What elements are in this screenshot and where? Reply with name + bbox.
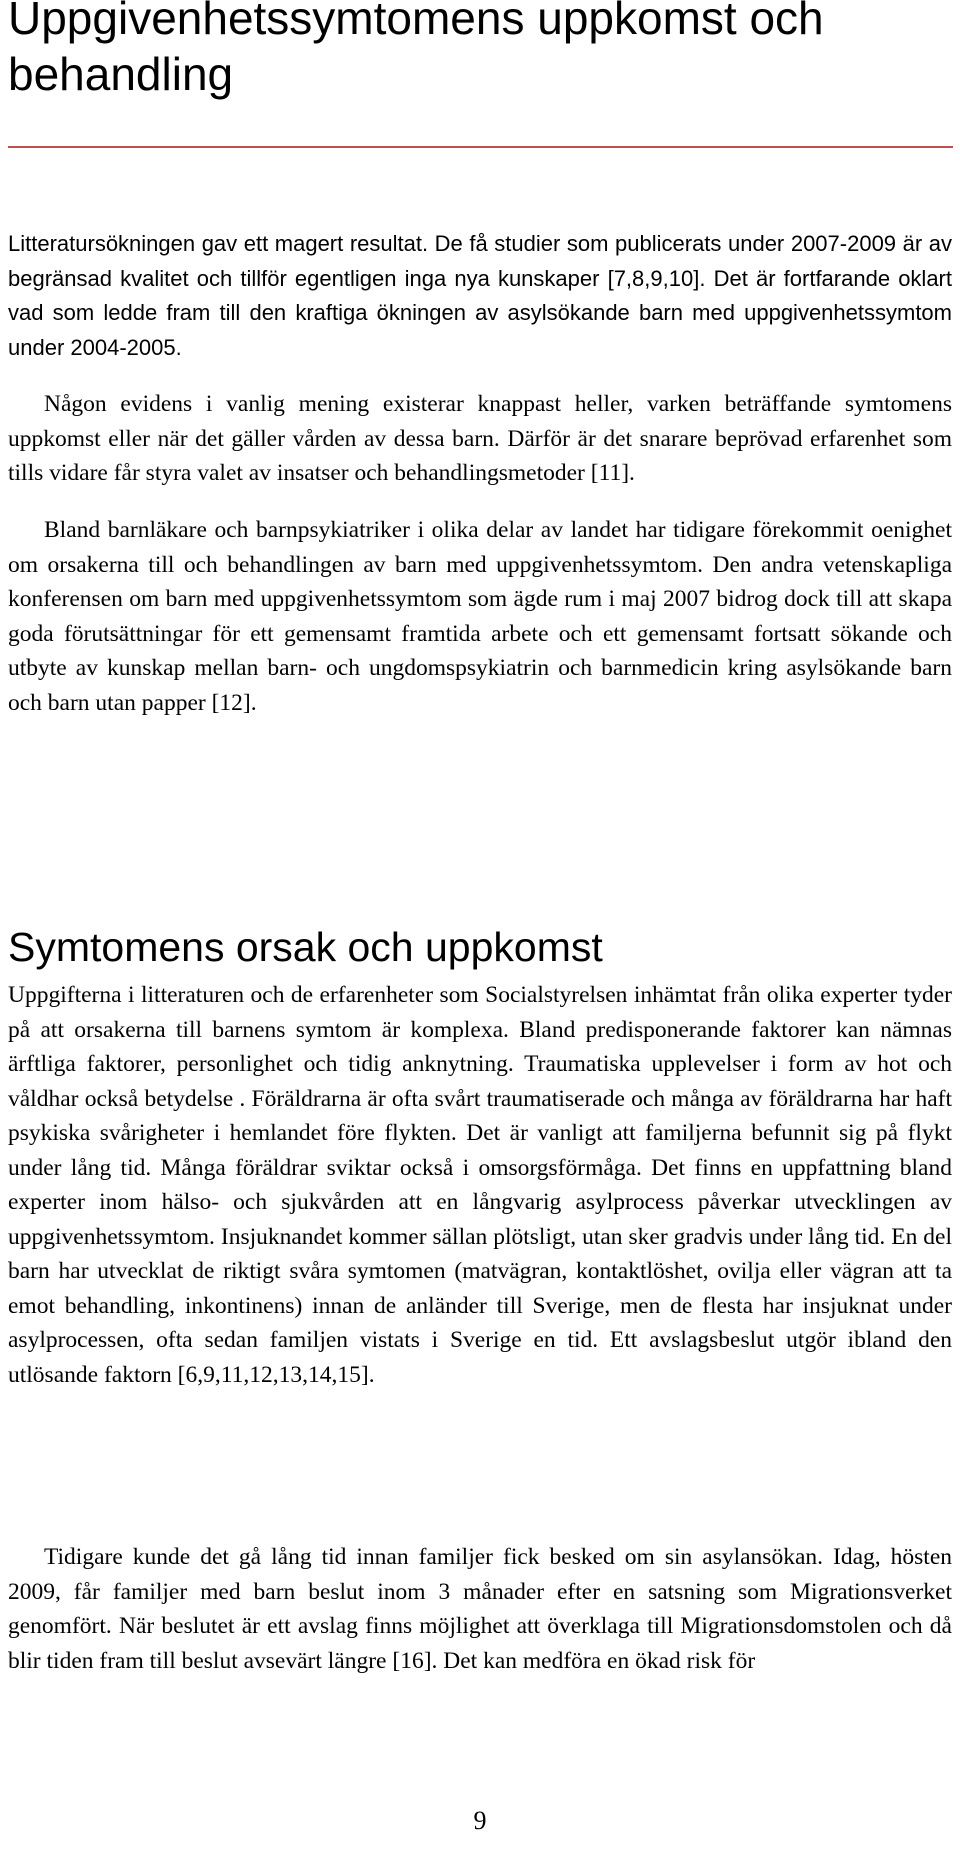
- paragraph-literature-search-run1: Litteratursökningen gav ett magert resultat. De få studier som publicerats under 2007-2009 är av begränsad kvalitet och tillför egentligen inga nya kunskaper [7,8,9,10].: [8, 231, 952, 291]
- page-title: Uppgivenhetssymtomens uppkomst och behandling: [8, 0, 824, 100]
- paragraph-evidence: Någon evidens i vanlig mening existerar knappast heller, varken beträffande symtomens uppkomst eller när det gäller vården av dessa barn. Därför är det snarare beprövad erfarenhet som tills vidare får styra valet av insatser och behandlingsmetoder [11].: [8, 391, 952, 486]
- title-divider: [8, 146, 953, 148]
- page-number: 9: [473, 1806, 487, 1835]
- paragraph-causes: Uppgifterna i litteraturen och de erfarenheter som Socialstyrelsen inhämtat från olika experter tyder på att orsakerna till barnens symtom är komplexa. Bland predisponerande faktorer kan nämnas ärftliga faktorer, personlighet och tidig anknytning. Traumatiska upplevelser i form av hot och våldhar också betydelse . Föräldrarna är ofta svårt traumatiserade och många av föräldrarna har haft psykiska svårigheter i hemlandet före flykten. Det är vanligt att familjerna befunnit sig på flykt under lång tid. Många föräldrar sviktar också i omsorgsförmåga. Det finns en uppfattning bland experter inom hälso- och sjukvården att en långvarig asylprocess påverkar utvecklingen av uppgivenhetssymtom. Insjuknandet kommer sällan plötsligt, utan sker gradvis under lång tid. En del barn har utvecklat de riktigt svåra symtomen (matvägran, kontaktlöshet, ovilja eller vägran att ta emot behandling, inkontinens) innan de anländer till Sverige, men de flesta har insjuknat under asylprocessen, ofta sedan familjen vistats i Sverige en tid. Ett avslagsbeslut utgör ibland den utlösande faktorn [6,9,11,12,13,14,15].: [8, 982, 952, 1388]
- paragraph-literature-search-run2: Det är fortfarande oklart vad som ledde fram till den kraftiga ökningen av asylsökande barn med uppgivenhetssymtom under 2004-2005.: [8, 265, 952, 360]
- paragraph-literature-search: [8, 227, 952, 365]
- paragraph-conference: Bland barnläkare och barnpsykiatriker i olika delar av landet har tidigare förekommit oenighet om orsakerna till och behandlingen av barn med uppgivenhetssymtom. Den andra vetenskapliga konferensen om barn med uppgivenhetssymtom som ägde rum i maj 2007 bidrog dock till att skapa goda förutsättningar för ett gemensamt framtida arbete och ett gemensamt fortsatt sökande och utbyte av kunskap mellan barn- och ungdomspsykiatrin och barnmedicin kring asylsökande barn och barn utan papper [12].: [8, 517, 952, 716]
- section-heading: Symtomens orsak och uppkomst: [8, 924, 603, 970]
- paragraph-asylum-decisions: Tidigare kunde det gå lång tid innan familjer fick besked om sin asylansökan. Idag, hösten 2009, får familjer med barn beslut inom 3 månader efter en satsning som Migrationsverket genomfört. När beslutet är ett avslag finns möjlighet att överklaga till Migrationsdomstolen och då blir tiden fram till beslut avsevärt längre [16]. Det kan medföra en ökad risk för: [8, 1544, 952, 1674]
